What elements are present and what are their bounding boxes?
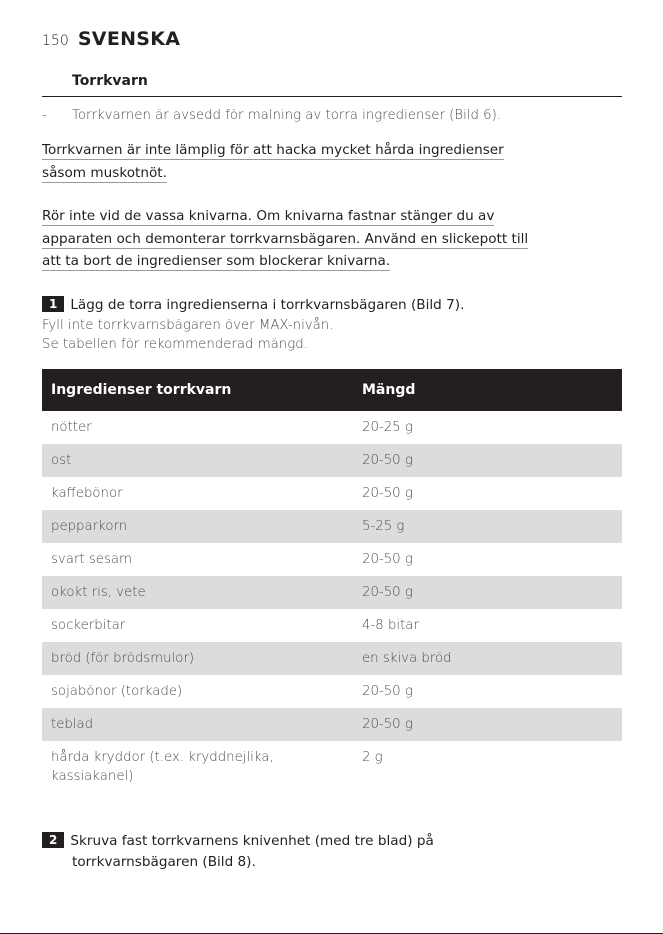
ingredient-line: kassiakanel) [51, 769, 134, 784]
ingredient-cell: ost [42, 444, 353, 477]
table-row [42, 741, 622, 793]
column-header-ingredient: Ingredienser torrkvarn [42, 369, 353, 411]
warning-line: såsom muskotnöt. [42, 164, 167, 181]
table-row [42, 576, 622, 609]
ingredient-cell: sockerbitar [51, 618, 126, 633]
table-row [42, 609, 622, 642]
warning-line: att ta bort de ingredienser som blockerar knivarna. [42, 253, 391, 269]
amount-cell: 20-50 g [362, 552, 413, 567]
ingredient-cell: nötter [51, 420, 92, 435]
ingredient-cell: svart sesam [51, 552, 132, 567]
page-number: 150 [42, 33, 69, 49]
step-number-badge: 2 [42, 832, 64, 848]
ingredient-cell: sojabönor (torkade) [51, 684, 183, 699]
amount-cell: 20-50 g [353, 444, 622, 477]
ingredient-cell [42, 741, 353, 793]
step-number-badge: 1 [42, 296, 64, 312]
bullet-text: Torrkvarnen är avsedd för malning av torra ingredienser (Bild 6). [72, 108, 502, 123]
step-note: Fyll inte torrkvarnsbägaren över MAX-nivån. [42, 318, 334, 333]
page-header [42, 28, 180, 50]
table-row [42, 444, 622, 477]
quantity-table [42, 369, 622, 793]
table-header-row [42, 369, 622, 411]
amount-cell: 2 g [362, 750, 383, 765]
amount-cell: 20-50 g [353, 576, 622, 609]
language-heading: SVENSKA [77, 28, 181, 50]
table-row [42, 675, 622, 708]
warning-sharp-blades [42, 205, 627, 273]
amount-cell: 4-8 bitar [362, 618, 419, 633]
amount-cell: 5-25 g [353, 510, 622, 543]
step-text: Skruva fast torrkvarnens knivenhet (med tre blad) på [70, 833, 434, 849]
ingredient-cell: kaffebönor [51, 486, 123, 501]
warning-line: Torrkvarnen är inte lämplig för att hacka mycket hårda ingredienser [42, 142, 504, 158]
amount-cell: en skiva bröd [353, 642, 622, 675]
amount-cell: 20-50 g [362, 684, 413, 699]
ingredient-cell: bröd (för brödsmulor) [42, 642, 353, 675]
column-header-amount: Mängd [353, 369, 622, 411]
table-row [42, 708, 622, 741]
amount-cell: 20-50 g [353, 708, 622, 741]
ingredient-cell: teblad [42, 708, 353, 741]
section-title: Torrkvarn [72, 73, 148, 89]
table-row [42, 642, 622, 675]
table-row [42, 477, 622, 510]
step-1 [42, 295, 627, 354]
table-row [42, 411, 622, 444]
ingredient-cell: okokt ris, vete [42, 576, 353, 609]
amount-cell: 20-50 g [362, 486, 413, 501]
warning-line: apparaten och demonterar torrkvarnsbägaren. Använd en slickepott till [42, 230, 529, 247]
ingredient-cell: pepparkorn [42, 510, 353, 543]
table-row [42, 510, 622, 543]
warning-hard-ingredients [42, 139, 627, 184]
bullet-dash: - [42, 108, 47, 123]
ingredient-line: hårda kryddor (t.ex. kryddnejlika, [51, 750, 274, 765]
warning-line: Rör inte vid de vassa knivarna. Om knivarna fastnar stänger du av [42, 208, 495, 224]
amount-cell: 20-25 g [362, 420, 413, 435]
step-text-continued: torrkvarnsbägaren (Bild 8). [72, 854, 256, 870]
table-row [42, 543, 622, 576]
step-2 [42, 831, 627, 873]
section-divider [42, 96, 622, 97]
step-note: Se tabellen för rekommenderad mängd. [42, 337, 308, 352]
step-text: Lägg de torra ingredienserna i torrkvarnsbägaren (Bild 7). [70, 297, 465, 313]
